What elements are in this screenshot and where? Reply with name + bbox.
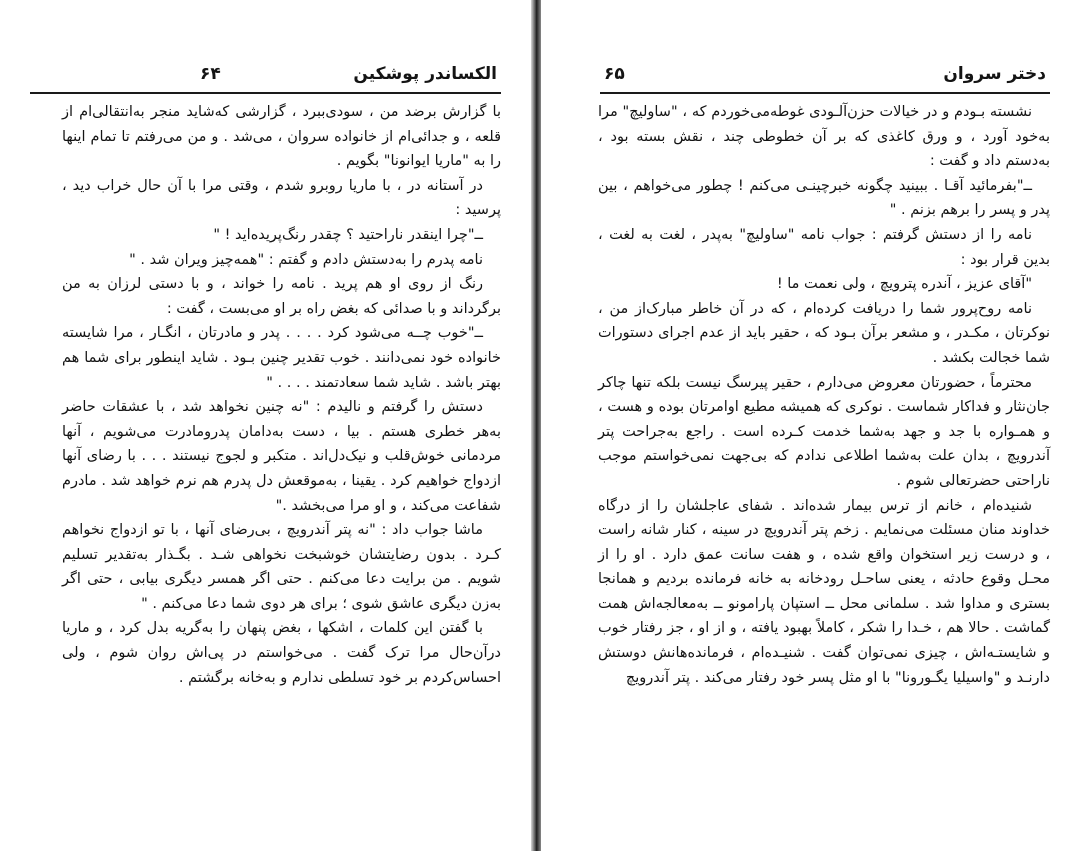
paragraph: محترماً ، حضورتان معروض می‌دارم ، حقیر پیرسگ نیست بلکه تنها چاکر جان‌نثار و فداکار شماست . نوکری که همیشه مطیع اوامرتان بوده و هست ، و همـواره با جد و جهد به‌شما خدمت کـرده است . راجع به‌جراحت پتر آندرویچ ، بدان علت به‌شما اطلاعی ندادم که بی‌جهت نمی‌خواستم موجب ناراحتی حضرتعالی شوم . (598, 374, 1050, 489)
paragraph: ــ"خوب چــه می‌شود کرد . . . . پدر و مادرتان ، انگـار ، مرا شایسته خانواده خود نمی‌دانند . خوب تقدیر چنین بـود . شاید اینطور برای شما هم بهتر باشد . شاید شما سعادتمند . . . . " (62, 325, 501, 391)
left-page (0, 0, 531, 851)
paragraph: نامه پدرم را به‌دستش دادم و گفتم : "همه‌چیز ویران شد . " (129, 251, 483, 268)
paragraph: نامه روح‌پرور شما را دریافت کرده‌ام ، که در آن خاطر مبارک‌از من ، نوکرتان ، مکـدر ، و مشعر برآن بـود که ، حقیر باید از عدم اجرای دستورات شما خجالت بکشد . (598, 300, 1050, 366)
right-page (541, 0, 1069, 851)
paragraph: با گزارش برضد من ، سودی‌ببرد ، گزارشی که‌شاید منجر به‌انتقالی‌ام از قلعه ، و جدائی‌ام از خانواده سروان ، می‌شد . و من می‌رفتم تا تمام اینها را به "ماریا ایوانونا" بگویم . (62, 104, 501, 170)
right-page-body (598, 100, 1050, 690)
right-page-header (600, 62, 1050, 94)
paragraph: با گفتن این کلمات ، اشکها ، بغض پنهان را به‌گریه بدل کرد ، و ماریا درآن‌حال مرا ترک گفت . می‌خواستم در پی‌اش روان شوم ، ولی احساس‌کردم بر خود تسلطی ندارم و به‌خانه برگشتم . (62, 620, 501, 686)
book-spine (531, 0, 541, 851)
left-page-header (30, 62, 501, 94)
paragraph: ــ"بفرمائید آقـا . ببینید چگونه خبرچینـی می‌کنم ! چطور می‌خواهم ، بین پدر و پسر را برهم بزنم . " (598, 177, 1050, 219)
paragraph: در آستانه در ، با ماریا روبرو شدم ، وقتی مرا با آن حال خراب دید ، پرسید : (62, 177, 501, 219)
paragraph: رنگ از روی او هم پرید . نامه را خواند ، و با دستی لرزان به من برگرداند و با صدائی که بغض راه بر او می‌بست ، گفت : (62, 276, 501, 317)
paragraph: ماشا جواب داد : "نه پتر آندرویچ ، بی‌رضای آنها ، با تو ازدواج نخواهم کـرد . بدون رضایتشان خوشبخت نخواهی شـد . بگـذار به‌تقدیر تسلیم شویم . من برایت دعا می‌کنم . حتی اگر همسر دیگری بیابی ، حتی اگر به‌زن دیگری عاشق شوی ؛ برای هر دوی شما دعا می‌کنم . " (62, 522, 501, 612)
paragraph: ــ"چرا اینقدر ناراحتید ؟ چقدر رنگ‌پریده‌اید ! " (213, 226, 483, 243)
left-running-title: الکساندر پوشکین (353, 64, 497, 84)
paragraph: "آقای عزیز ، آندره پترویچ ، ولی نعمت ما ! (776, 276, 1032, 293)
paragraph: نشسته بـودم و در خیالات حزن‌آلـودی غوطه‌می‌خوردم که ، "ساولیچ" مرا به‌خود آورد ، و ورق کاغذی که بر آن خطوطی چند ، نقش بسته بود ، به‌دستم داد و گفت : (598, 104, 1050, 170)
paragraph: شنیده‌ام ، خانم از ترس بیمار شده‌اند . شفای عاجلشان را از درگاه خداوند منان مسئلت می‌نمایم . زخم پتر آندرویچ در سینه ، کنار شانه راست ، و درست زیر استخوان واقع شده ، و هفت سانت عمق دارد . او را از محـل وقوع حادثه ، یعنی ساحـل رودخانه به خانه فرمانده بردیم و همانجا بستری و مداوا شد . سلمانی محل ــ استپان پارامونو ــ به‌معالجه‌اش همت گماشت . حالا هم ، خـدا را شکر ، کاملاً بهبود یافته ، و از او ، جز رفتار خوب و شایستـه‌اش ، چیزی نمی‌توان گفت . شنیـده‌ام ، فرمانده‌هانش دوستش دارنـد و "واسیلیا یگـورونا" با او مثل پسر خود رفتار می‌کند . پتر آندرویچ (598, 497, 1050, 686)
left-page-number: ۶۴ (200, 64, 221, 84)
paragraph: دستش را گرفتم و نالیدم : "نه چنین نخواهد شد ، با عشقات حاضر به‌هر خطری هستم . بیا ، دست به‌دامان پدرومادرت می‌شویم ، آنها مردمانی خوش‌قلب و نیک‌دل‌اند . متکبر و لجوج نیستند . . . با رضای آنها ازدواج خواهیم کرد . یقینا ، به‌موقعش دل پدرم هم نرم خواهد شد . مادرم شفاعت می‌کند ، و او مرا می‌بخشد ." (62, 399, 501, 514)
right-running-title: دختر سروان (943, 64, 1046, 84)
left-page-body (62, 100, 501, 690)
paragraph: نامه را از دستش گرفتم : جواب نامه "ساولیچ" به‌پدر ، لغت به لغت ، بدین قرار بود : (598, 226, 1050, 268)
right-page-number: ۶۵ (604, 64, 625, 84)
